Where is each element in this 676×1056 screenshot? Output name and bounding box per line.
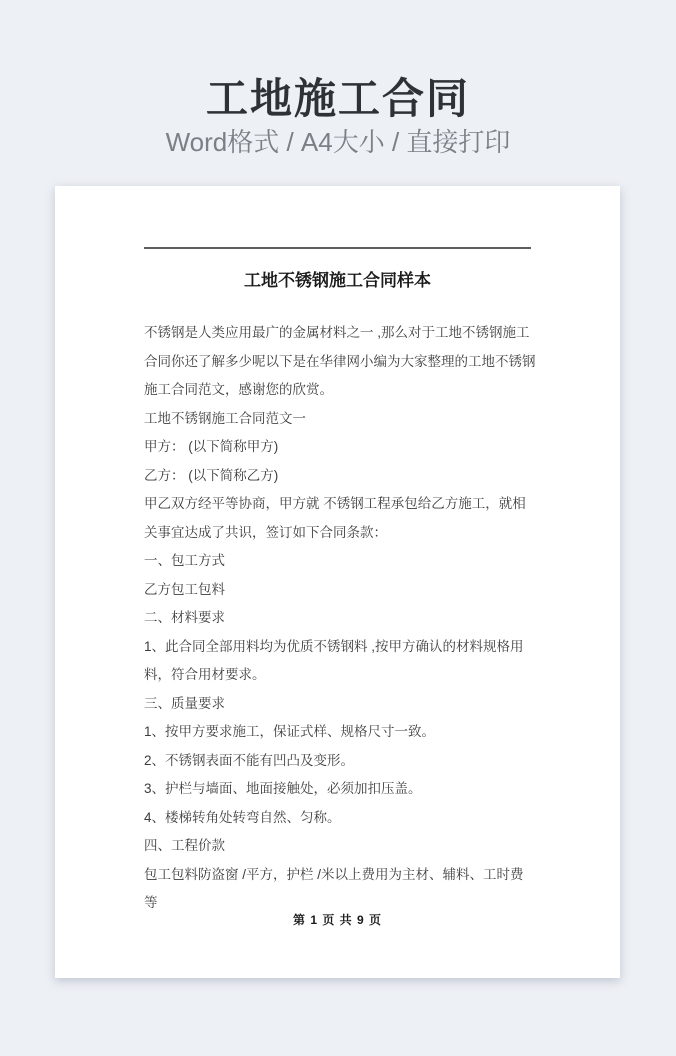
paragraph: 1、此合同全部用料均为优质不锈钢料 ,按甲方确认的材料规格用料，符合用材要求。: [144, 638, 524, 682]
header-rule-divider: [144, 247, 531, 249]
paragraph: 4、楼梯转角处转弯自然、匀称。: [144, 809, 341, 825]
paragraph: 二、材料要求: [144, 610, 225, 625]
page-subtitle: Word格式 / A4大小 / 直接打印: [165, 127, 511, 157]
paragraph: 2、不锈钢表面不能有凹凸及变形。: [144, 752, 355, 768]
paragraph: 甲乙双方经平等协商，甲方就 不锈钢工程承包给乙方施工，就相关事宜达成了共识，签订如下合同条款：: [144, 496, 526, 540]
contract-heading: 工地不锈钢施工合同样本: [244, 271, 431, 290]
paragraph: 三、质量要求: [144, 695, 225, 711]
page-title: 工地施工合同: [205, 75, 470, 122]
page-number-footer: 第 1 页 共 9 页: [292, 913, 383, 927]
paragraph: 乙方包工包料: [144, 581, 225, 597]
paragraph: 四、工程价款: [144, 838, 225, 853]
paragraph: 乙方： (以下简称乙方): [144, 467, 279, 483]
paragraph: 工地不锈钢施工合同范文一: [144, 410, 306, 426]
document-paragraphs: [144, 319, 536, 918]
paragraph: 包工包料防盗窗 /平方，护栏 /米以上费用为主材、辅料、工时费等: [144, 866, 524, 910]
paragraph: 3、护栏与墙面、地面接触处，必须加扣压盖。: [144, 781, 422, 796]
paragraph: 一、包工方式: [144, 553, 225, 568]
a4-page-preview: [55, 186, 620, 978]
paragraph: 甲方： (以下简称甲方): [144, 439, 279, 454]
paragraph: 1、按甲方要求施工，保证式样、规格尺寸一致。: [144, 724, 436, 739]
paragraph: 不锈钢是人类应用最广的金属材料之一 ,那么对于工地不锈钢施工合同你还了解多少呢以下是在华律网小编为大家整理的工地不锈钢施工合同范文，感谢您的欣赏。: [144, 325, 536, 397]
